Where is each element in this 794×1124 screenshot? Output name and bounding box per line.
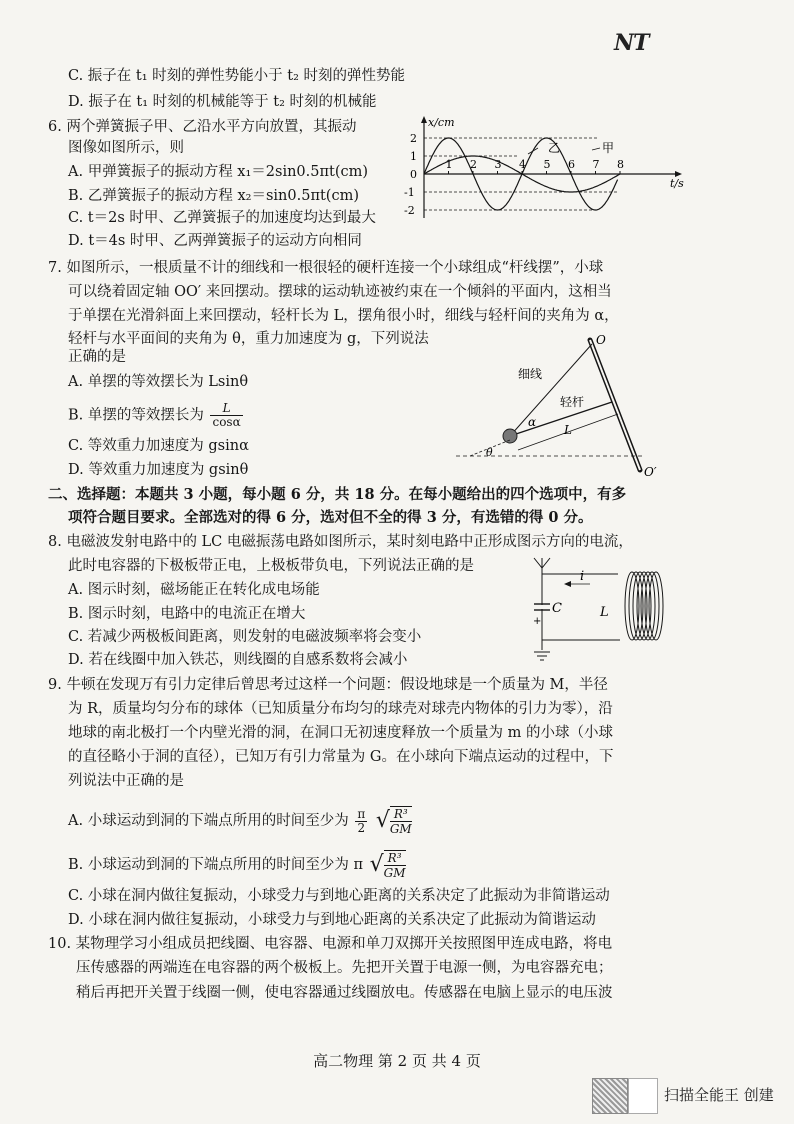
y-tick-m1: -1 <box>404 186 415 199</box>
page-footer: 高二物理 第 2 页 共 4 页 <box>313 1052 481 1070</box>
label-i: i <box>580 569 585 584</box>
label-O-prime: O′ <box>644 465 657 479</box>
q6-option-d: D. t＝4s 时甲、乙两弹簧振子的运动方向相同 <box>68 233 362 249</box>
q9-stem-3: 地球的南北极打一个内壁光滑的洞，在洞口无初速度释放一个质量为 m 的小球（小球 <box>68 725 613 741</box>
label-yi: 乙 <box>548 141 561 155</box>
q9-option-d: D. 小球在洞内做往复振动，小球受力与到地心距离的关系决定了此振动为简谐运动 <box>68 912 596 928</box>
q8-option-a: A. 图示时刻，磁场能正在转化成电场能 <box>68 582 320 598</box>
x-tick-label: 7 <box>592 158 600 171</box>
y-tick-2: 2 <box>410 132 417 145</box>
leader-jia <box>592 148 600 150</box>
qr-code-icon <box>592 1078 628 1114</box>
q9-a-coef-num: π <box>357 806 366 821</box>
scanner-badge-icon <box>628 1078 658 1114</box>
leader-yi <box>528 148 538 154</box>
q7-pendulum-figure <box>456 330 666 480</box>
section2-heading-2: 项符合题目要求。全部选对的得 6 分，选对但不全的得 3 分，有选错的得 0 分。 <box>68 509 593 526</box>
q9-option-a <box>68 806 412 836</box>
x-tick-label: 6 <box>568 158 575 171</box>
capacitor-gap <box>534 605 550 609</box>
label-thin-line: 细线 <box>518 367 543 381</box>
inductor-coil <box>625 572 663 640</box>
fixed-axis-rod-highlight <box>590 340 640 470</box>
q7-b-den: cosα <box>212 415 241 429</box>
q9-stem-1: 9. 牛顿在发现万有引力定律后曾思考过这样一个问题：假设地球是一个质量为 M，半径 <box>48 677 608 693</box>
q8-option-c: C. 若减少两极板间距离，则发射的电磁波频率将会变小 <box>68 629 422 645</box>
q7-option-b <box>68 402 245 429</box>
section2-heading-1: 二、选择题：本题共 3 小题，每小题 6 分，共 18 分。在每小题给出的四个选项中，有多 <box>48 486 627 503</box>
y-axis-arrow-icon <box>421 116 427 123</box>
q7-option-d: D. 等效重力加速度为 gsinθ <box>68 462 249 478</box>
q8-option-d: D. 若在线圈中加入铁芯，则线圈的自感系数将会减小 <box>68 652 408 668</box>
label-O: O <box>596 333 606 347</box>
q6-stem-2: 图像如图所示，则 <box>68 140 184 156</box>
q7-stem-3: 于单摆在光滑斜面上来回摆动，轻杆长为 L，摆角很小时，细线与轻杆间的夹角为 α， <box>68 308 619 324</box>
q9-a-sqrt: √ $\frac{\text{R³}}{GM}$ <box>375 807 412 836</box>
q9-stem-2: 为 R，质量均匀分布的球体（已知质量分布均匀的球壳对球壳内物体的引力为零），沿 <box>68 701 613 717</box>
q7-stem-1: 7. 如图所示，一根质量不计的细线和一根很轻的硬杆连接一个小球组成“杆线摆”，小球 <box>48 260 604 276</box>
label-C: C <box>552 601 562 616</box>
label-L: L <box>564 423 572 437</box>
q6-option-b: B. 乙弹簧振子的振动方程 x₂＝sin0.5πt(cm) <box>68 188 359 204</box>
y-tick-0: 0 <box>410 168 417 181</box>
q6-stem-1: 6. 两个弹簧振子甲、乙沿水平方向放置，其振动 <box>48 119 357 135</box>
q9-option-b-text: B. 小球运动到洞的下端点所用的时间至少为 π <box>68 857 364 873</box>
q9-stem-4: 的直径略小于洞的直径），已知万有引力常量为 G。在小球向下端点运动的过程中，下 <box>68 749 614 765</box>
x-tick-label: 3 <box>494 158 502 171</box>
q7-option-a: A. 单摆的等效摆长为 Lsinθ <box>68 374 249 390</box>
x-tick-label: 1 <box>445 158 453 171</box>
q9-option-a-text: A. 小球运动到洞的下端点所用的时间至少为 <box>68 813 349 829</box>
label-L: L <box>600 605 609 620</box>
y-tick-1: 1 <box>410 150 417 163</box>
q9-option-b <box>68 850 406 880</box>
q8-stem-1: 8. 电磁波发射电路中的 LC 电磁振荡电路如图所示，某时刻电路中正形成图示方向的电流， <box>48 534 633 550</box>
q7-stem-4: 轻杆与水平面间的夹角为 θ，重力加速度为 g，下列说法 <box>68 331 429 347</box>
q7-option-b-fraction <box>210 402 242 429</box>
label-alpha: α <box>528 415 537 429</box>
x-tick-label: 8 <box>617 158 624 171</box>
q7-stem-2: 可以绕着固定轴 OO′ 来回摆动。摆球的运动轨迹被约束在一个倾斜的平面内，这相当 <box>68 284 612 300</box>
q8-option-b: B. 图示时刻，电路中的电流正在增大 <box>68 606 306 622</box>
q8-stem-2: 此时电容器的下极板带正电，上极板带负电，下列说法正确的是 <box>68 558 474 574</box>
q6-vibration-graph <box>398 112 688 224</box>
q6-option-c: C. t＝2s 时甲、乙弹簧振子的加速度均达到最大 <box>68 210 376 226</box>
label-rod: 轻杆 <box>560 395 585 409</box>
label-theta: θ <box>486 446 493 459</box>
y-tick-m2: -2 <box>404 204 415 217</box>
q7-option-c: C. 等效重力加速度为 gsinα <box>68 438 249 454</box>
q6-option-a: A. 甲弹簧振子的振动方程 x₁＝2sin0.5πt(cm) <box>68 164 369 180</box>
y-unit-label: x/cm <box>428 116 455 129</box>
q9-a-coef <box>355 808 367 835</box>
q9-b-sqrt-den: GM <box>383 866 406 880</box>
x-unit-label: t/s <box>670 177 684 190</box>
header-logo: NT <box>614 30 649 56</box>
label-plus: + <box>533 616 542 627</box>
label-jia: 甲 <box>602 141 615 155</box>
pendulum-ball <box>503 429 517 443</box>
x-tick-label: 2 <box>470 158 477 171</box>
x-tick-label: 5 <box>543 158 551 171</box>
x-tick-label: 4 <box>519 158 526 171</box>
q9-a-sqrt-num: R³ <box>390 807 412 822</box>
q9-stem-5: 列说法中正确的是 <box>68 773 184 789</box>
q5-option-d: D. 振子在 t₁ 时刻的机械能等于 t₂ 时刻的机械能 <box>68 94 377 110</box>
q9-a-coef-den: 2 <box>357 820 366 835</box>
q7-b-num: L <box>210 402 242 416</box>
q7-option-b-text: B. 单摆的等效摆长为 <box>68 407 204 424</box>
q10-stem-2: 压传感器的两端连在电容器的两个极板上。先把开关置于电源一侧，为电容器充电； <box>76 960 613 976</box>
q9-option-c: C. 小球在洞内做往复振动，小球受力与到地心距离的关系决定了此振动为非简谐运动 <box>68 888 610 904</box>
q7-stem-5: 正确的是 <box>68 349 126 365</box>
current-arrow-icon <box>564 581 571 587</box>
scanner-watermark: 扫描全能王 创建 <box>664 1086 774 1104</box>
q9-b-sqrt: √ $\frac{\text{R³}}{GM}$ <box>369 851 406 880</box>
q9-a-sqrt-den: GM <box>389 822 412 836</box>
q9-b-sqrt-num: R³ <box>384 851 406 866</box>
q8-lc-circuit <box>520 554 670 666</box>
q10-stem-3: 稍后再把开关置于线圈一侧，使电容器通过线圈放电。传感器在电脑上显示的电压波 <box>76 985 613 1001</box>
q10-stem-1: 10. 某物理学习小组成员把线圈、电容器、电源和单刀双掷开关按照图甲连成电路，将电 <box>48 936 613 952</box>
q5-option-c: C. 振子在 t₁ 时刻的弹性势能小于 t₂ 时刻的弹性势能 <box>68 68 406 84</box>
